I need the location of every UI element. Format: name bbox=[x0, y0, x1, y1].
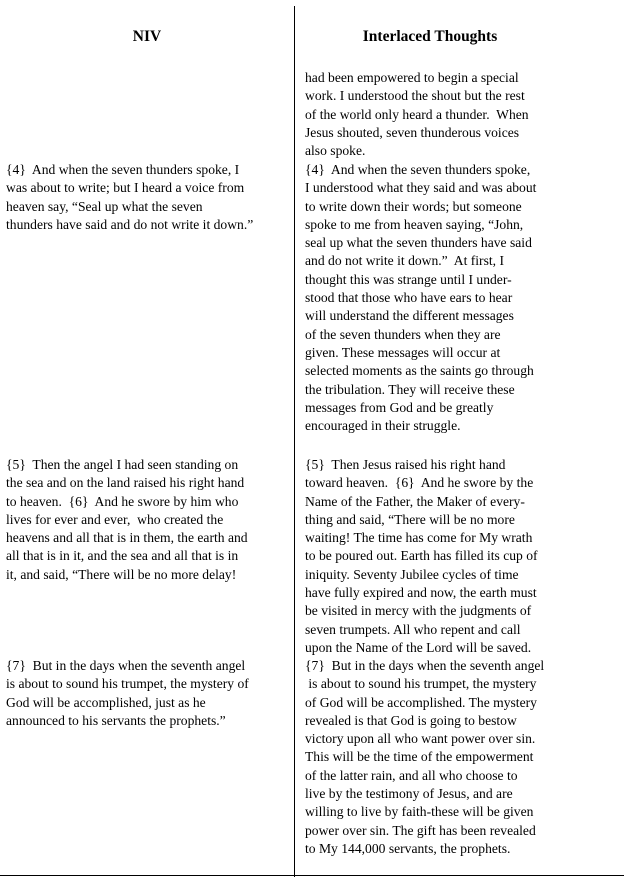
interlaced-continuation-text: had been empowered to begin a special work. I understood the shout but the rest of the world only heard a thunder. When Jesus shouted, seven thunderous voices also spoke. bbox=[305, 70, 529, 159]
interlaced-column-header: Interlaced Thoughts bbox=[362, 28, 498, 45]
interlaced-verse-4: {4} And when the seven thunders spoke, I understood what they said and was about to write down their words; but someone spoke to me from heaven saying, “John, seal up what the seven thunders have said and do not write it down.” At first, I thought this was strange until I under- stood that those who have ears to hear will understand the different messages of the seven thunders when they are given. These messages will occur at selected moments as the saints go through the tribulation. They will receive these messages from God and be greatly encouraged in their struggle. bbox=[305, 162, 537, 434]
niv-verse-7: {7} But in the days when the seventh angel is about to sound his trumpet, the mystery of God will be accomplished, just as he announced to his servants the prophets.” bbox=[6, 658, 249, 728]
niv-verse-5-6: {5} Then the angel I had seen standing on the sea and on the land raised his right hand to heaven. {6} And he swore by him who lives for ever and ever, who created the heavens and all that is in them, the earth and all that is in it, and the sea and all that is in it, and said, “There will be no more delay! bbox=[6, 457, 248, 582]
bottom-rule bbox=[0, 875, 624, 876]
interlaced-verse-5-6: {5} Then Jesus raised his right hand toward heaven. {6} And he swore by the Name of the Father, the Maker of every- thing and said, “There will be no more waiting! The time has come for My wrath to be poured out. Earth has filled its cup of iniquity. Seventy Jubilee cycles of time have fully expired and now, the earth must be visited in mercy with the judgments of seven trumpets. All who repent and call upon the Name of the Lord will be saved. bbox=[305, 457, 538, 655]
niv-verse-4: {4} And when the seven thunders spoke, I was about to write; but I heard a voice from heaven say, “Seal up what the seven thunders have said and do not write it down.” bbox=[6, 162, 254, 232]
interlaced-verse-7: {7} But in the days when the seventh angel is about to sound his trumpet, the mystery of God will be accomplished. The mystery revealed is that God is going to bestow victory upon all who want power over sin. This will be the time of the empowerment of the latter rain, and all who choose to live by the testimony of Jesus, and are willing to live by faith-these will be given power over sin. The gift has been revealed to My 144,000 servants, the prophets. bbox=[305, 658, 545, 856]
niv-column-header: NIV bbox=[132, 28, 162, 45]
column-divider bbox=[294, 6, 295, 877]
